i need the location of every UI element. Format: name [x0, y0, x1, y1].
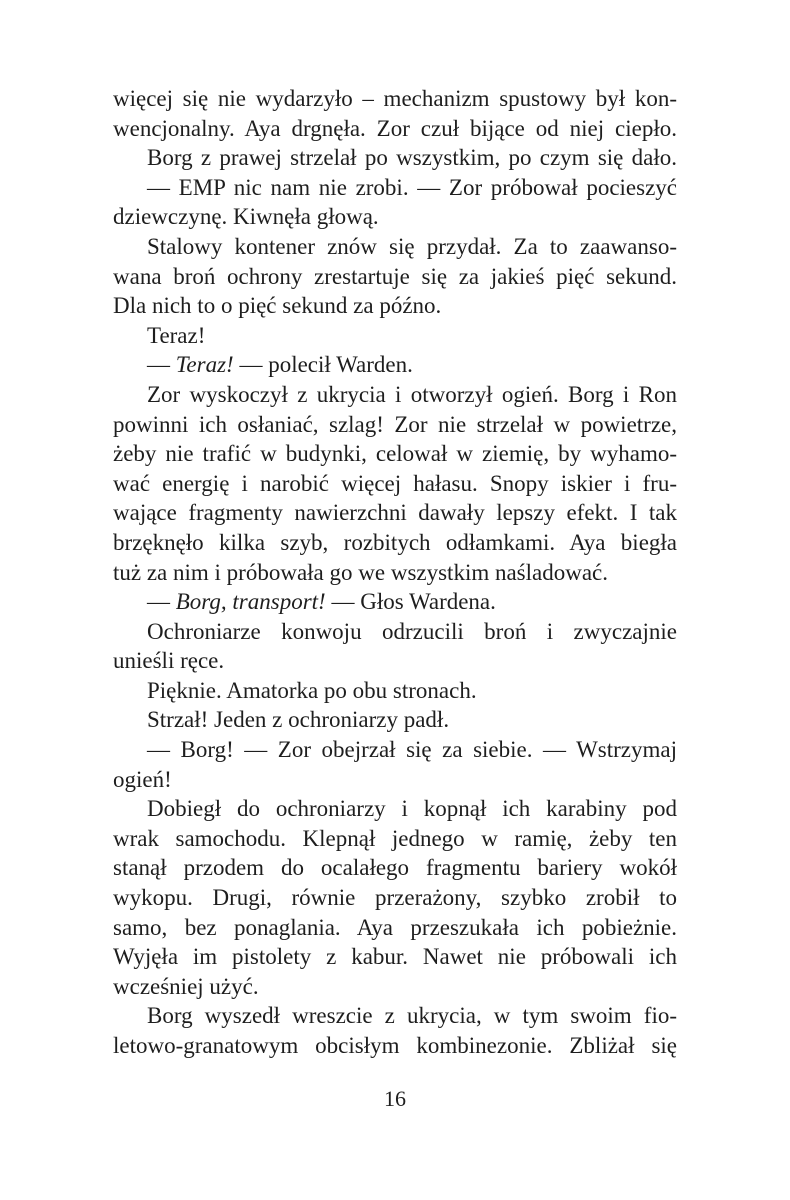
paragraph — [113, 350, 677, 380]
text-segment: Ochroniarze konwoju odrzucili broń i zwyczajnie — [147, 618, 677, 644]
text-segment: tuż za nim i próbowała go we wszystkim naśladować. — [113, 559, 609, 585]
text-line — [113, 498, 677, 528]
text-line — [113, 232, 677, 262]
text-line — [113, 735, 677, 765]
text-segment: Strzał! Jeden z ochroniarzy padł. — [147, 707, 450, 733]
paragraph — [113, 321, 677, 351]
text-segment: samo, bez ponaglania. Aya przeszukała ich pobieżnie. — [113, 914, 677, 940]
text-line — [113, 587, 677, 617]
text-segment: Pięknie. Amatorka po obu stronach. — [147, 677, 477, 703]
paragraph — [113, 794, 677, 1001]
text-line — [113, 202, 677, 232]
text-line — [113, 942, 677, 972]
text-line — [113, 1001, 677, 1031]
text-segment: żeby nie trafić w budynki, celował w ziemię, by wyhamo- — [113, 441, 677, 467]
text-segment: — polecił Warden. — [233, 352, 413, 378]
text-line — [113, 972, 677, 1002]
text-line — [113, 350, 677, 380]
text-line — [113, 84, 677, 114]
paragraph — [113, 380, 677, 587]
text-line — [113, 883, 677, 913]
text-segment: wykopu. Drugi, równie przerażony, szybko zrobił to — [113, 885, 677, 911]
text-segment: wana broń ochrony zrestartuje się za jakieś pięć sekund. — [113, 263, 677, 289]
text-line — [113, 676, 677, 706]
text-line — [113, 646, 677, 676]
text-segment: ogień! — [113, 766, 172, 792]
paragraph — [113, 705, 677, 735]
text-segment: Wyjęła im pistolety z kabur. Nawet nie próbowali ich — [113, 944, 677, 970]
text-line — [113, 913, 677, 943]
text-block — [113, 84, 677, 1061]
text-segment: — Borg! — Zor obejrzał się za siebie. — Wstrzymaj — [147, 737, 677, 763]
text-line — [113, 765, 677, 795]
text-line — [113, 114, 677, 144]
text-segment: Dla nich to o pięć sekund za późno. — [113, 293, 442, 319]
text-segment: — — [147, 589, 176, 615]
text-segment: Borg z prawej strzelał po wszystkim, po czym się dało. — [147, 145, 677, 171]
text-line — [113, 528, 677, 558]
paragraph — [113, 587, 677, 617]
text-segment: Zor wyskoczył z ukrycia i otworzył ogień. Borg i Ron — [147, 381, 677, 407]
text-line — [113, 380, 677, 410]
italic-text: Teraz! — [175, 352, 234, 378]
paragraph — [113, 617, 677, 676]
paragraph — [113, 84, 677, 143]
text-line — [113, 262, 677, 292]
text-segment: — Głos Wardena. — [325, 589, 496, 615]
page-number: 16 — [384, 1086, 406, 1111]
text-line — [113, 439, 677, 469]
text-segment: Dobiegł do ochroniarzy i kopnął ich karabiny pod — [147, 796, 677, 822]
text-line — [113, 1031, 677, 1061]
text-line — [113, 794, 677, 824]
text-segment: wać energię i narobić więcej hałasu. Snopy iskier i fru- — [113, 470, 677, 496]
text-segment: — EMP nic nam nie zrobi. — Zor próbował pocieszyć — [147, 174, 677, 200]
paragraph — [113, 1001, 677, 1060]
text-line — [113, 617, 677, 647]
text-segment: unieśli ręce. — [113, 648, 225, 674]
text-segment: wencjonalny. Aya drgnęła. Zor czuł bijące od niej ciepło. — [113, 115, 677, 141]
text-segment: Borg wyszedł wreszcie z ukrycia, w tym swoim fio- — [147, 1003, 677, 1029]
text-line — [113, 321, 677, 351]
text-line — [113, 469, 677, 499]
text-line — [113, 558, 677, 588]
paragraph — [113, 143, 677, 173]
paragraph — [113, 232, 677, 321]
text-segment: stanął przodem do ocalałego fragmentu bariery wokół — [113, 855, 677, 881]
text-line — [113, 291, 677, 321]
text-segment: dziewczynę. Kiwnęła głową. — [113, 204, 379, 230]
text-segment: wające fragmenty nawierzchni dawały lepszy efekt. I tak — [113, 500, 677, 526]
text-segment: Stalowy kontener znów się przydał. Za to zaawanso- — [147, 233, 677, 259]
text-segment: Teraz! — [147, 322, 206, 348]
text-line — [113, 824, 677, 854]
text-line — [113, 143, 677, 173]
text-segment: więcej się nie wydarzyło – mechanizm spustowy był kon- — [113, 86, 677, 111]
text-segment: powinni ich osłaniać, szlag! Zor nie strzelał w powietrze, — [113, 411, 677, 437]
text-segment: brzęknęło kilka szyb, rozbitych odłamkami. Aya biegła — [113, 529, 677, 555]
text-line — [113, 853, 677, 883]
italic-text: Borg, transport! — [175, 589, 326, 615]
text-line — [113, 410, 677, 440]
text-line — [113, 705, 677, 735]
paragraph — [113, 173, 677, 232]
paragraph — [113, 735, 677, 794]
text-segment: wrak samochodu. Klepnął jednego w ramię, żeby ten — [113, 825, 677, 851]
text-segment: wcześniej użyć. — [113, 973, 259, 999]
text-segment: — — [147, 352, 176, 378]
text-segment: letowo-granatowym obcisłym kombinezonie. Zbliżał się — [113, 1033, 677, 1058]
text-line — [113, 173, 677, 203]
paragraph — [113, 676, 677, 706]
